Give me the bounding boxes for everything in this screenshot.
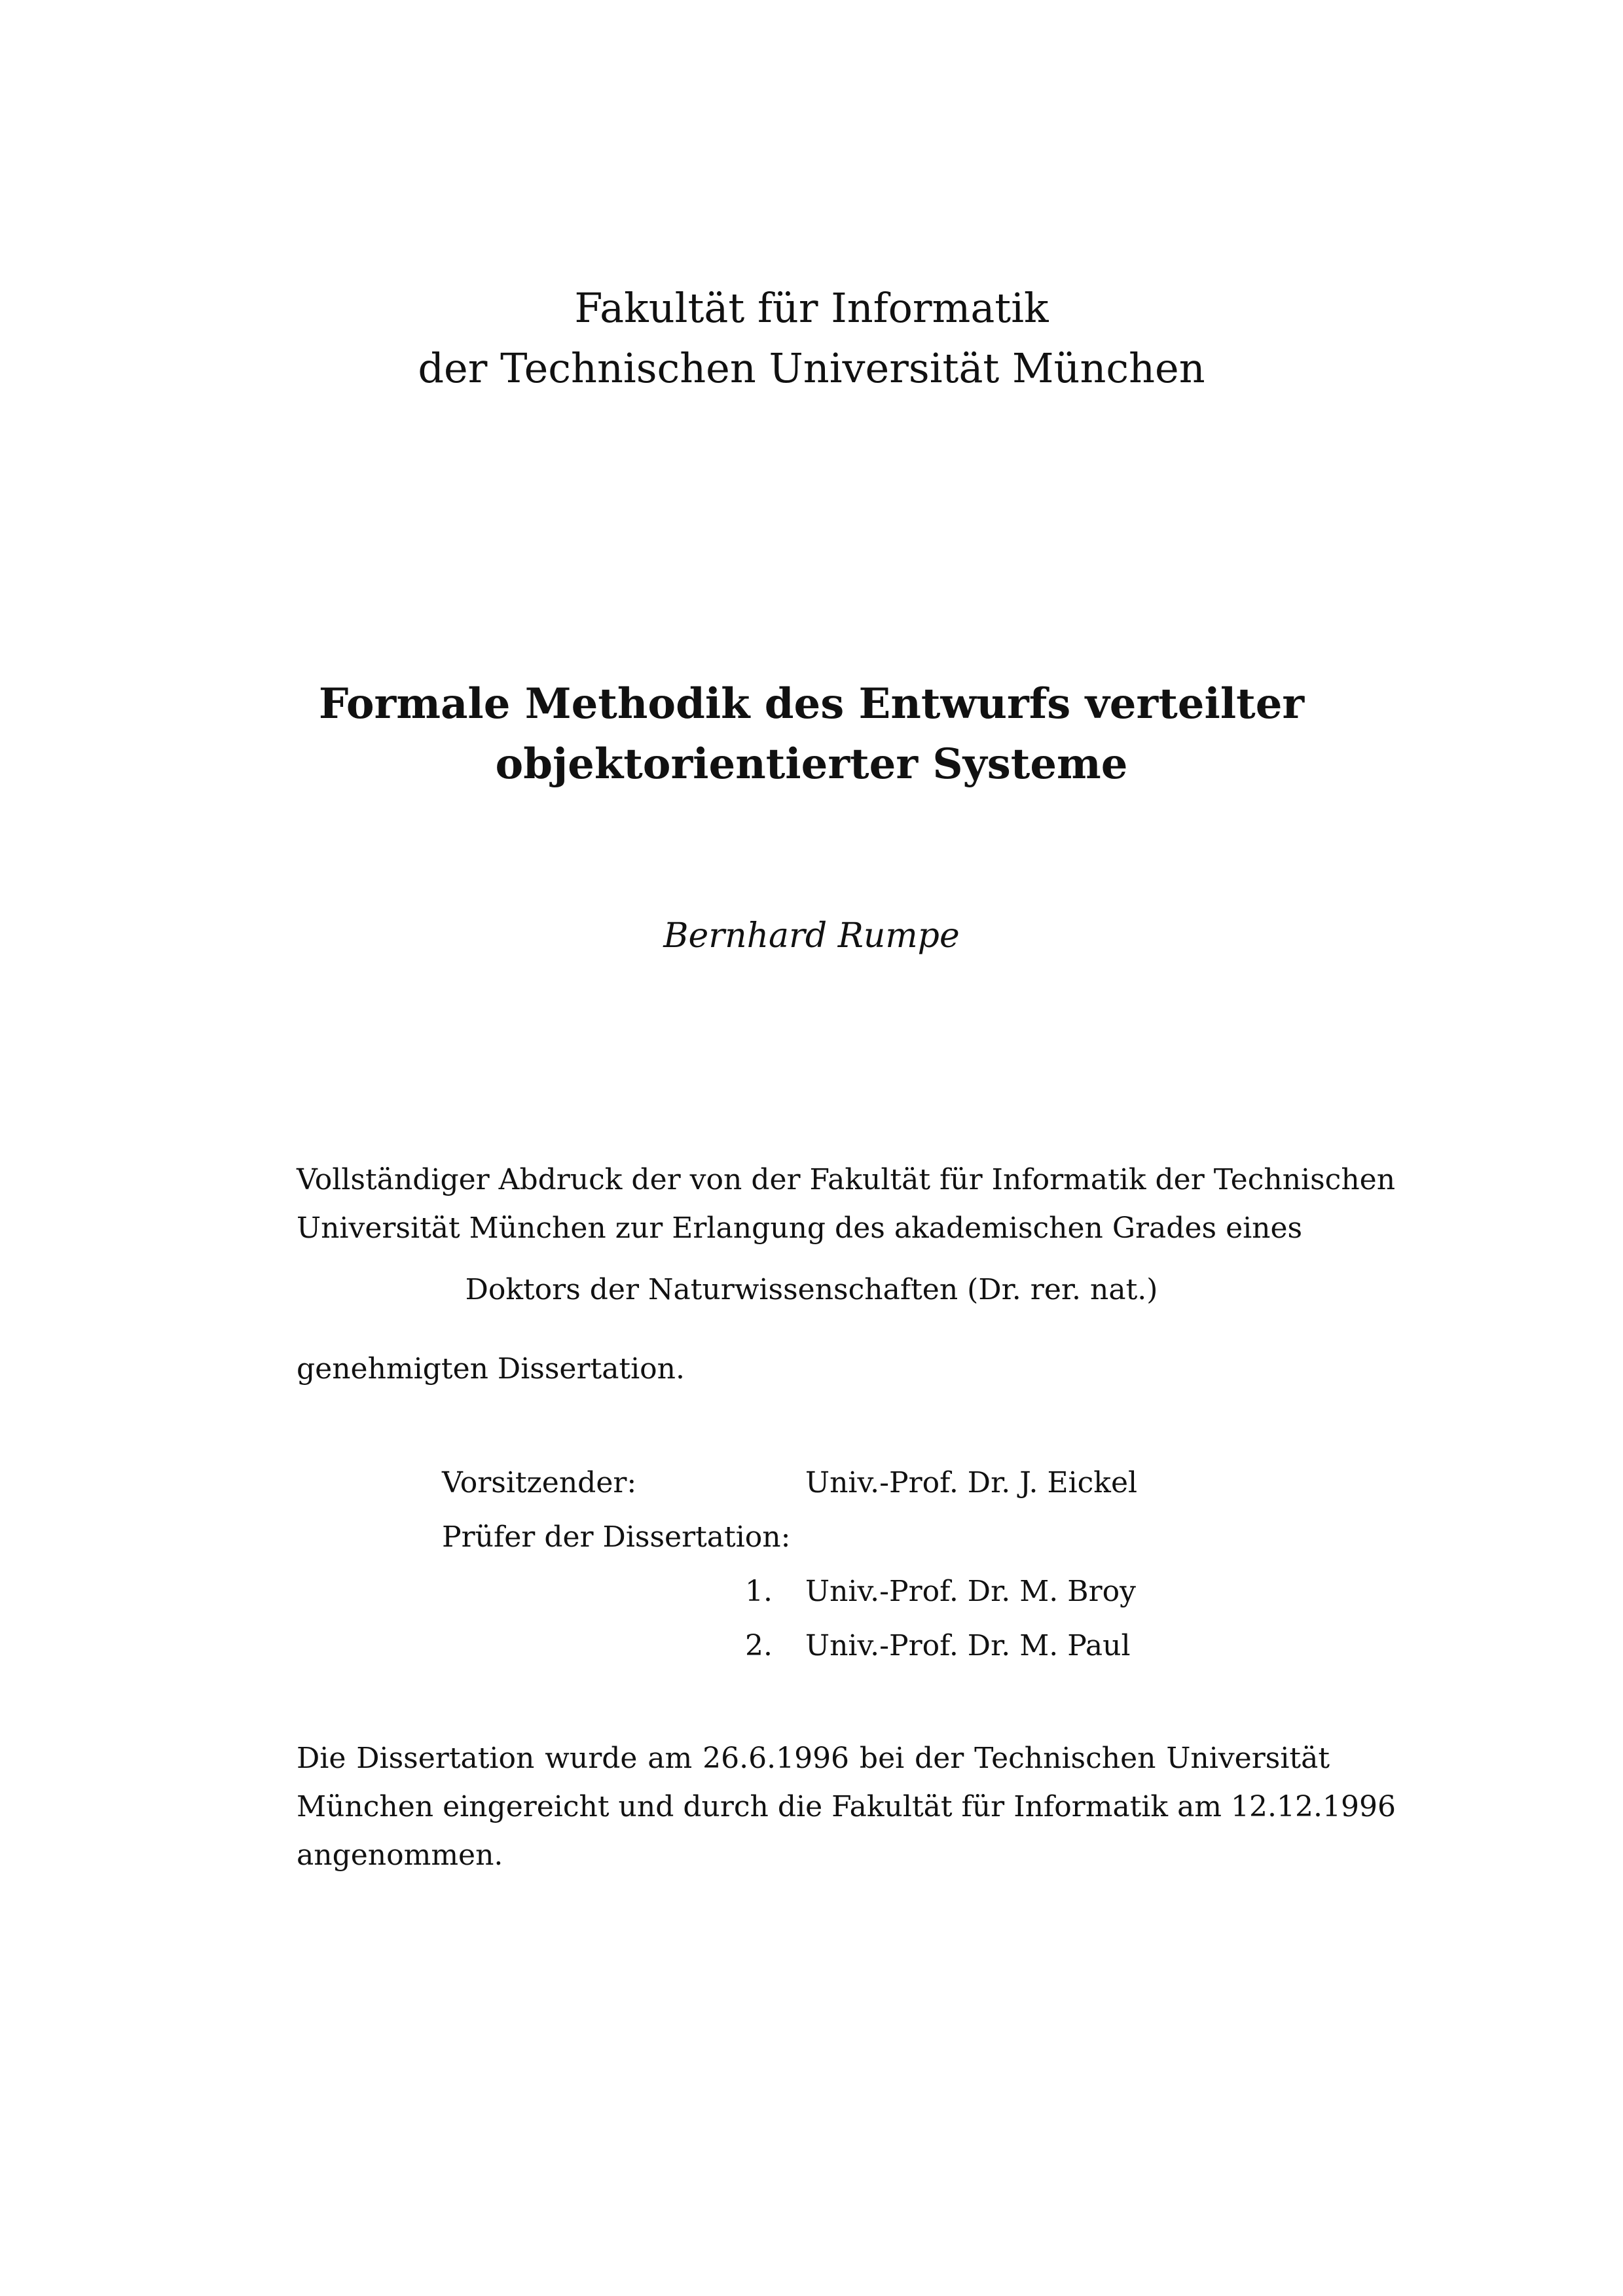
dissertation-title-line-1: Formale Methodik des Entwurfs verteilter [318,679,1305,728]
faculty-line-1: Fakultät für Informatik [574,284,1049,332]
statement-line-3: genehmigten Dissertation. [297,1352,685,1386]
examiner-name: Univ.-Prof. Dr. M. Paul [805,1629,1131,1662]
submission-line-2: München eingereicht und durch die Fakultät für Informatik am 12.12.1996 [297,1790,1396,1823]
chair-name: Univ.-Prof. Dr. J. Eickel [805,1466,1138,1499]
dissertation-title-line-2: objektorientierter Systeme [495,740,1128,789]
chair-label: Vorsitzender: [442,1466,637,1499]
author-name: Bernhard Rumpe [663,916,960,956]
examiner-number: 2. [745,1629,773,1662]
submission-line-3: angenommen. [297,1839,503,1872]
submission-paragraph [297,1734,1396,1880]
submission-line-1: Die Dissertation wurde am 26.6.1996 bei der Technischen Universität [297,1742,1330,1775]
examiners-label: Prüfer der Dissertation: [442,1520,791,1554]
examiner-number: 1. [745,1575,773,1608]
faculty-line-2: der Technischen Universität München [418,344,1205,392]
statement-line-1: Vollständiger Abdruck der von der Fakultät für Informatik der Technischen [297,1163,1396,1196]
statement-closing [297,1345,1330,1393]
statement-paragraph [297,1156,1396,1253]
statement-line-2: Universität München zur Erlangung des akademischen Grades eines [297,1211,1303,1245]
examiner-name: Univ.-Prof. Dr. M. Broy [805,1575,1136,1608]
degree-line: Doktors der Naturwissenschaften (Dr. rer. nat.) [465,1273,1158,1306]
